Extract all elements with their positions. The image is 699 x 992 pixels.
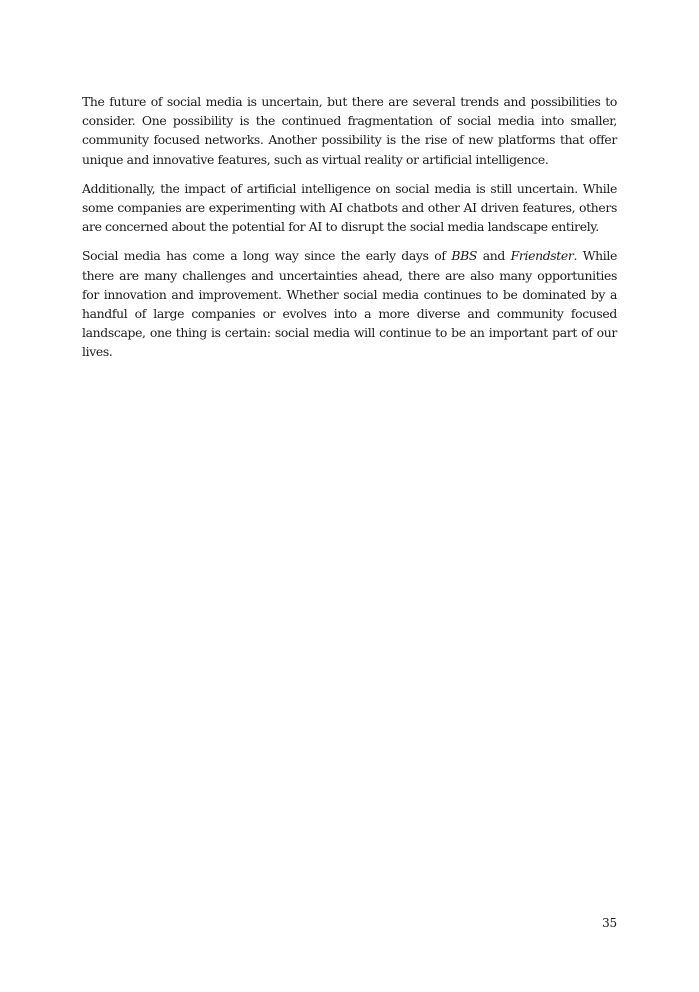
paragraph-history-conclusion: . While there are many challenges and uncertainties ahead, there are also many opportunities for innovation and improvement. Whether social media continues to be dominated by a handful of large companies or evolves into a more diverse and community focused landscape, one thing is certain: social media will continue to be an important part of our lives. bbox=[82, 248, 617, 360]
paragraph-social-media-history bbox=[82, 246, 617, 361]
paragraph-ai-impact: Additionally, the impact of artificial intelligence on social media is still uncertain. While some companies are experimenting with AI chatbots and other AI driven features, others are concerned about the potential for AI to disrupt the social media landscape entirely. bbox=[82, 180, 617, 235]
friendster-reference: Friendster bbox=[510, 248, 574, 264]
body-text bbox=[82, 92, 617, 372]
paragraph-future-of-social-media: The future of social media is uncertain, but there are several trends and possibilities to consider. One possibility is the continued fragmentation of social media into smaller, community focused networks. Another possibility is the rise of new platforms that offer unique and innovative features, such as virtual reality or artificial intelligence. bbox=[82, 94, 617, 167]
paragraph-history-intro: Social media has come a long way since the early days of bbox=[82, 248, 452, 264]
page-number: 35 bbox=[602, 916, 617, 930]
paragraph-history-and: and bbox=[477, 248, 511, 264]
bbs-reference: BBS bbox=[451, 248, 477, 264]
